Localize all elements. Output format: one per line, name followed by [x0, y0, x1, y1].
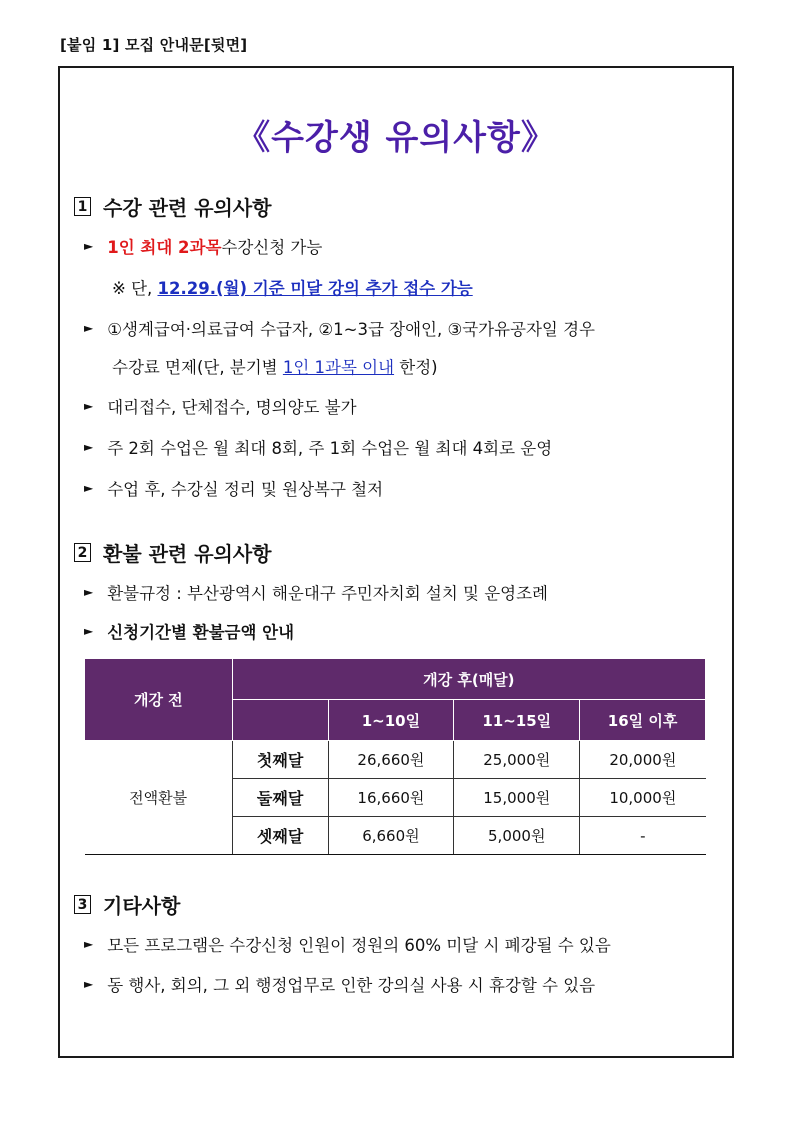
- bullet-cancellation: [84, 932, 611, 956]
- bullet-text: 모든 프로그램은 수강신청 인원이 정원의 60% 미달 시 폐강될 수 있음: [107, 936, 611, 955]
- full-refund-cell: 전액환불: [85, 741, 233, 855]
- bullet-icon: ►: [84, 399, 94, 413]
- header-period: 11~15일: [454, 700, 580, 741]
- amount-cell: 26,660원: [328, 741, 454, 779]
- header-period: 16일 이후: [580, 700, 706, 741]
- section-title: 기타사항: [103, 894, 181, 918]
- bullet-text: 수업 후, 수강실 정리 및 원상복구 철저: [107, 480, 384, 499]
- bullet-icon: ►: [84, 585, 94, 599]
- bullet-no-proxy: [84, 394, 357, 418]
- bullet-fee-exemption: [84, 316, 595, 340]
- amount-cell: -: [580, 817, 706, 855]
- additional-enrollment-note: 12.29.(월) 기준 미달 강의 추가 접수 가능: [157, 279, 473, 298]
- bullet-icon: ►: [84, 481, 94, 495]
- bullet-text: 환불규정 : 부산광역시 해운대구 주민자치회 설치 및 운영조례: [107, 584, 548, 603]
- section-2-heading: [74, 538, 272, 567]
- bullet-max-courses: [84, 234, 322, 258]
- bullet-icon: ►: [84, 239, 94, 253]
- notice-frame: [58, 66, 734, 1058]
- bullet-icon: ►: [84, 937, 94, 951]
- bullet-text: 주 2회 수업은 월 최대 8회, 주 1회 수업은 월 최대 4회로 운영: [107, 439, 553, 458]
- section-number-box: 1: [74, 197, 91, 216]
- bullet-class-frequency: [84, 435, 552, 459]
- page-title: 《수강생 유의사항》: [236, 118, 556, 158]
- note-prefix: ※ 단,: [112, 279, 158, 298]
- table-row: [85, 741, 706, 779]
- amount-cell: 25,000원: [454, 741, 580, 779]
- header-period: 1~10일: [328, 700, 454, 741]
- bullet-text: 대리접수, 단체접수, 명의양도 불가: [107, 398, 357, 417]
- one-course-limit: 1인 1과목 이내: [282, 358, 395, 377]
- bullet-refund-table-intro: [84, 619, 294, 643]
- table-header-row: [85, 659, 706, 700]
- note-line: [112, 275, 473, 299]
- bullet-refund-rule: [84, 580, 548, 604]
- section-title: 환불 관련 유의사항: [103, 542, 272, 566]
- attachment-label: [붙임 1] 모집 안내문[뒷면]: [60, 36, 248, 54]
- bullet-text: 수강료 면제(단, 분기별: [112, 358, 283, 377]
- bullet-text: 신청기간별 환불금액 안내: [107, 623, 295, 642]
- bullet-icon: ►: [84, 440, 94, 454]
- bullet-text: 수강신청 가능: [221, 238, 323, 257]
- header-blank: [232, 700, 328, 741]
- amount-cell: 5,000원: [454, 817, 580, 855]
- section-3-heading: [74, 890, 180, 919]
- bullet-class-suspension: [84, 972, 595, 996]
- month-cell: 둘째달: [232, 779, 328, 817]
- bullet-cleanup: [84, 476, 383, 500]
- section-number-box: 3: [74, 895, 91, 914]
- section-title: 수강 관련 유의사항: [103, 196, 272, 220]
- bullet-text: 동 행사, 회의, 그 외 행정업무로 인한 강의실 사용 시 휴강할 수 있음: [107, 976, 596, 995]
- section-1-heading: [74, 192, 272, 221]
- bullet-text: ①생계급여·의료급여 수급자, ②1~3급 장애인, ③국가유공자일 경우: [107, 320, 595, 339]
- header-after-start: 개강 후(매달): [232, 659, 705, 700]
- bullet-icon: ►: [84, 321, 94, 335]
- section-number-box: 2: [74, 543, 91, 562]
- amount-cell: 15,000원: [454, 779, 580, 817]
- bullet-icon: ►: [84, 977, 94, 991]
- bullet-text: 한정): [394, 358, 438, 377]
- fee-exemption-continuation: [112, 354, 438, 378]
- amount-cell: 10,000원: [580, 779, 706, 817]
- refund-table: [84, 658, 706, 855]
- month-cell: 셋째달: [232, 817, 328, 855]
- header-before-start: 개강 전: [85, 659, 233, 741]
- max-courses-highlight: 1인 최대 2과목: [107, 238, 222, 257]
- bullet-icon: ►: [84, 624, 94, 638]
- month-cell: 첫째달: [232, 741, 328, 779]
- amount-cell: 6,660원: [328, 817, 454, 855]
- amount-cell: 16,660원: [328, 779, 454, 817]
- amount-cell: 20,000원: [580, 741, 706, 779]
